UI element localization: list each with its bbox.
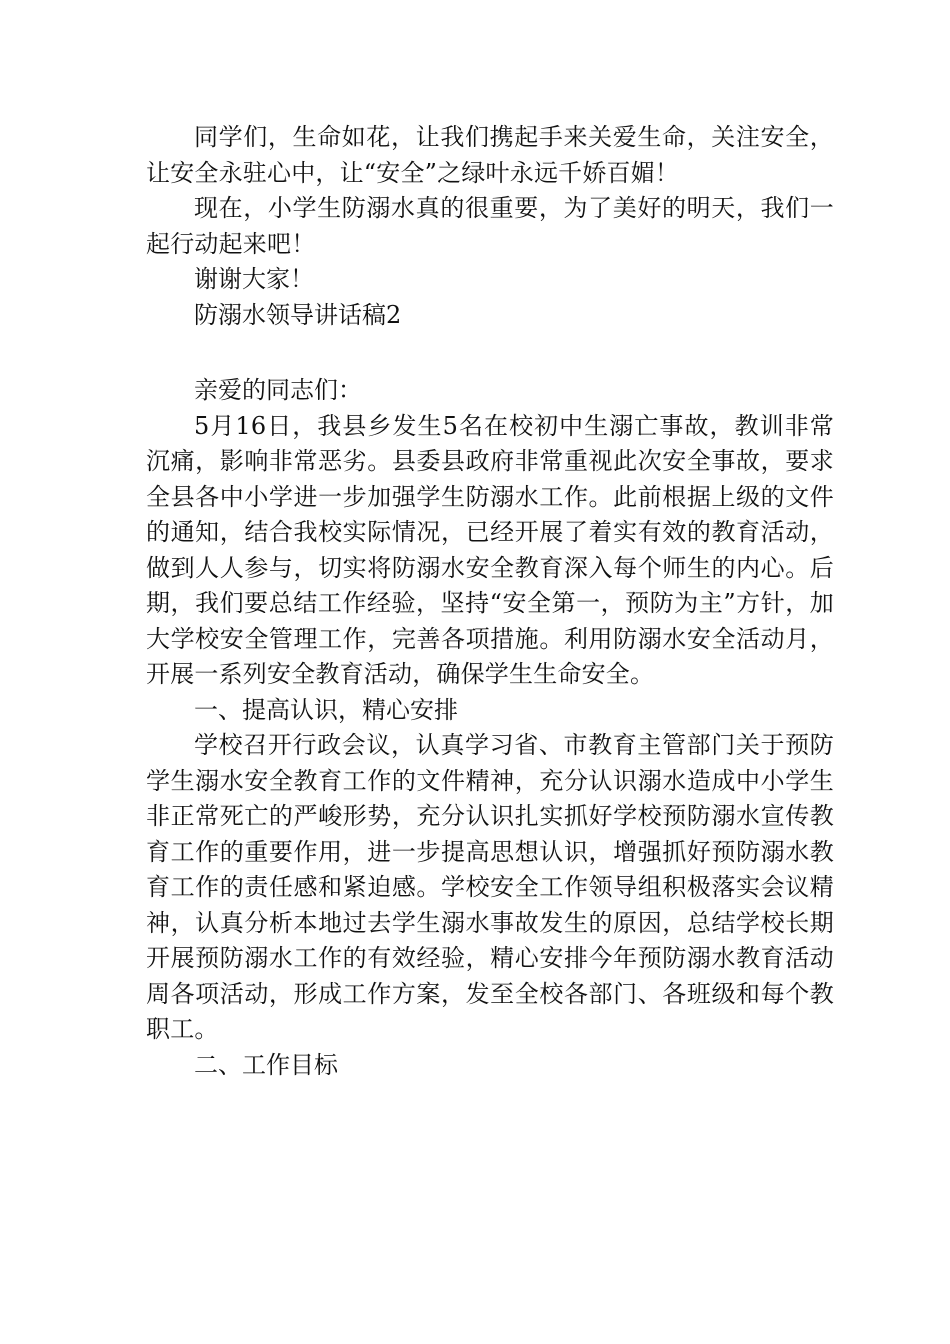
paragraph-intro: 5月16日，我县乡发生5名在校初中生溺亡事故，教训非常沉痛，影响非常恶劣。县委县政府非常重视此次安全事故，要求全县各中小学进一步加强学生防溺水工作。此前根据上级的文件的通知，结合我校实际情况，已经开展了着实有效的教育活动，做到人人参与，切实将防溺水安全教育深入每个师生的内心。后期，我们要总结工作经验，坚持“安全第一，预防为主”方针，加大学校安全管理工作，完善各项措施。利用防溺水安全活动月，开展一系列安全教育活动，确保学生生命安全。 xyxy=(146,411,834,688)
heading-section-2: 二、工作目标 xyxy=(194,1050,338,1079)
paragraph-closing-appeal: 同学们，生命如花，让我们携起手来关爱生命，关注安全，让安全永驻心中，让“安全”之绿叶永远千娇百媚！ xyxy=(146,123,834,187)
paragraph-call-to-action: 现在，小学生防溺水真的很重要，为了美好的明天，我们一起行动起来吧！ xyxy=(146,194,834,258)
section-title: 防溺水领导讲话稿2 xyxy=(194,300,402,329)
paragraph-thanks: 谢谢大家！ xyxy=(194,265,314,293)
paragraph-section-1: 学校召开行政会议，认真学习省、市教育主管部门关于预防学生溺水安全教育工作的文件精神，充分认识溺水造成中小学生非正常死亡的严峻形势，充分认识扎实抓好学校预防溺水宣传教育工作的重要作用，进一步提高思想认识，增强抓好预防溺水教育工作的责任感和紧迫感。学校安全工作领导组积极落实会议精神，认真分析本地过去学生溺水事故发生的原因，总结学校长期开展预防溺水工作的有效经验，精心安排今年预防溺水教育活动周各项活动，形成工作方案，发至全校各部门、各班级和每个教职工。 xyxy=(146,731,834,1043)
heading-section-1: 一、提高认识，精心安排 xyxy=(194,695,458,724)
salutation: 亲爱的同志们： xyxy=(194,376,362,404)
document-page xyxy=(146,120,834,1083)
